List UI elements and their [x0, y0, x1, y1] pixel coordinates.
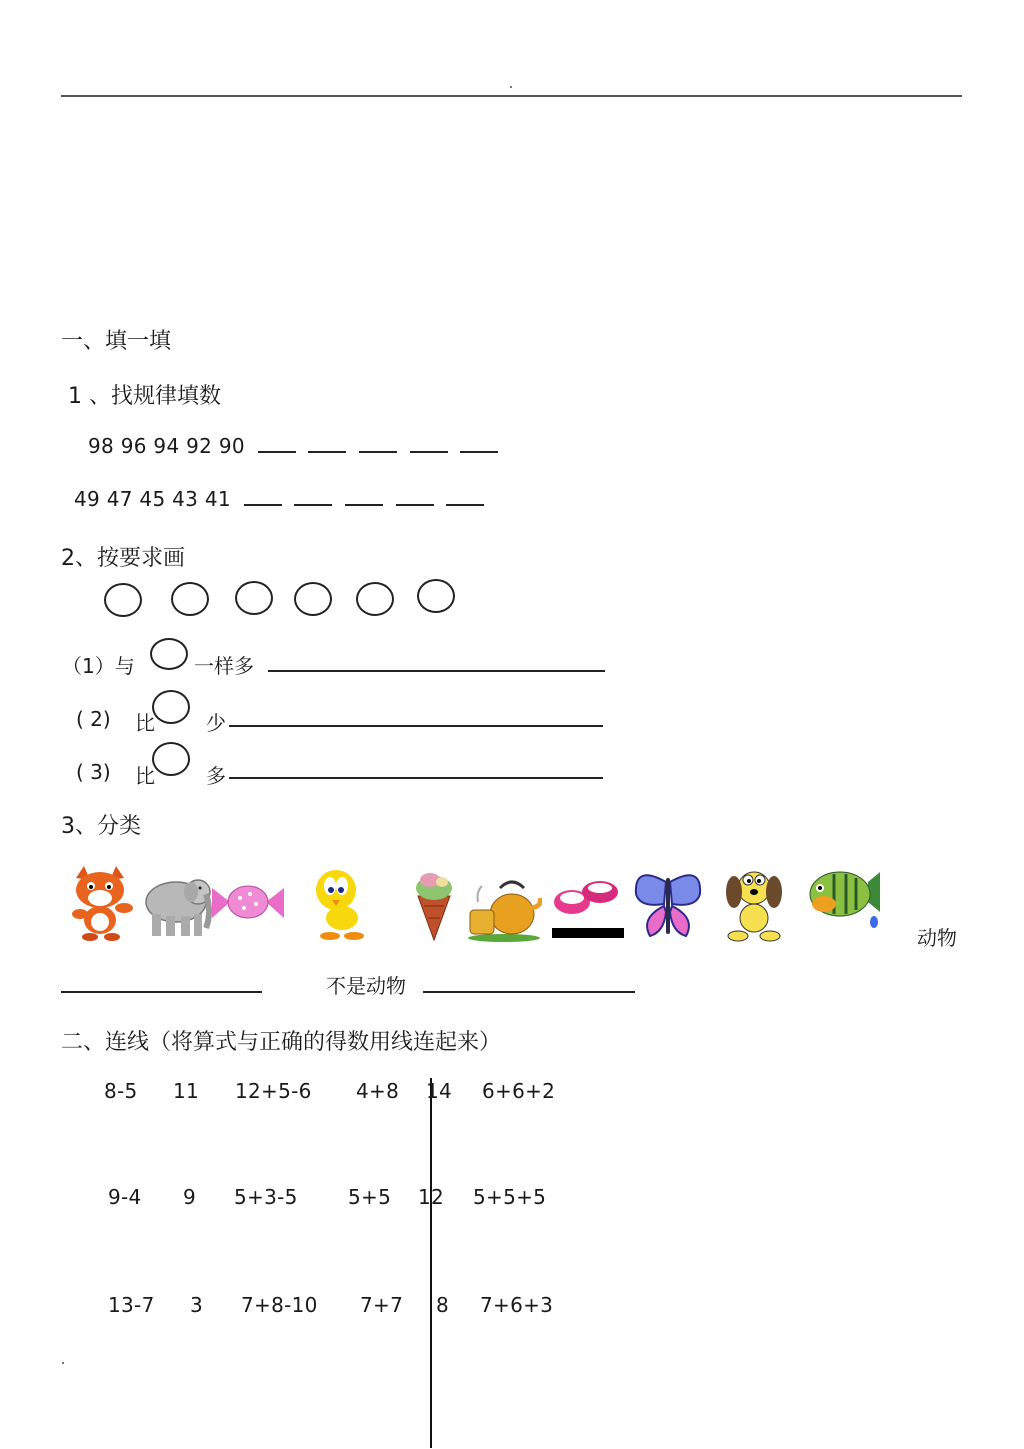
q2-item2-suffix: 少: [206, 711, 226, 735]
sequence-2-numbers: 49 47 45 43 41: [74, 487, 231, 511]
circle-shape: [235, 581, 273, 615]
answer-blank[interactable]: [446, 486, 484, 506]
answer-line[interactable]: [268, 670, 605, 672]
answer-blank[interactable]: [308, 433, 346, 453]
bird-icon: [300, 862, 376, 942]
q2-item2-prefix: ( 2): [76, 707, 111, 731]
answer-blank[interactable]: [460, 433, 498, 453]
expression[interactable]: 7+6+3: [480, 1293, 554, 1317]
expression[interactable]: 13-7: [108, 1293, 155, 1317]
answer-line[interactable]: [229, 725, 603, 727]
elephant-icon: [136, 862, 212, 942]
non-animal-label: 不是动物: [326, 974, 406, 998]
butterfly-icon: [630, 862, 706, 942]
expression[interactable]: 7+8-10: [241, 1293, 318, 1317]
circle-shape: [150, 638, 188, 670]
answer-blank[interactable]: [294, 486, 332, 506]
circle-shape: [104, 583, 142, 617]
expression[interactable]: 5+3-5: [234, 1185, 298, 1209]
expression[interactable]: 5+5+5: [473, 1185, 547, 1209]
header-rule: [61, 95, 962, 97]
expression[interactable]: 12+5-6: [235, 1079, 312, 1103]
answer-line[interactable]: [229, 777, 603, 779]
answer-number[interactable]: 9: [183, 1185, 197, 1209]
answer-blank[interactable]: [345, 486, 383, 506]
ice-cream-icon: [396, 862, 472, 942]
sequence-row-1: [88, 433, 498, 458]
animal-label: 动物: [917, 926, 957, 950]
sequence-row-2: [74, 486, 484, 511]
expression[interactable]: 4+8: [356, 1079, 400, 1103]
dog-icon: [716, 862, 792, 942]
answer-blank[interactable]: [359, 433, 397, 453]
expression[interactable]: 8-5: [104, 1079, 138, 1103]
answer-number[interactable]: 8: [436, 1293, 450, 1317]
non-animal-answer-line[interactable]: [423, 991, 635, 993]
fish-icon: [804, 862, 880, 942]
answer-number[interactable]: 11: [173, 1079, 200, 1103]
sequence-1-numbers: 98 96 94 92 90: [88, 434, 245, 458]
q2-title: 2、按要求画: [61, 546, 185, 571]
divider-line: [430, 1078, 432, 1448]
answer-number[interactable]: 14: [426, 1079, 453, 1103]
expression[interactable]: 5+5: [348, 1185, 392, 1209]
answer-number[interactable]: 3: [190, 1293, 204, 1317]
circle-shape: [152, 742, 190, 776]
slippers-icon: [550, 862, 626, 942]
expression[interactable]: 9-4: [108, 1185, 142, 1209]
page-dot-bottom: [62, 1362, 64, 1364]
answer-blank[interactable]: [410, 433, 448, 453]
section2-title: 二、连线（将算式与正确的得数用线连起来）: [61, 1030, 502, 1055]
q1-title: 1 、找规律填数: [68, 384, 221, 409]
q2-item1-suffix: 一样多: [194, 654, 254, 678]
circle-shape: [417, 579, 455, 613]
q2-item1-prefix: （1）与: [62, 654, 135, 678]
candy-icon: [210, 862, 286, 942]
answer-number[interactable]: 12: [418, 1185, 445, 1209]
page-dot-top: [510, 86, 512, 88]
teapot-icon: [466, 862, 542, 942]
answer-blank[interactable]: [258, 433, 296, 453]
answer-blank[interactable]: [244, 486, 282, 506]
circle-shape: [171, 582, 209, 616]
circle-shape: [356, 582, 394, 616]
q2-item3-suffix: 多: [206, 764, 226, 788]
q2-item3-prefix: ( 3): [76, 760, 111, 784]
q3-title: 3、分类: [61, 814, 141, 839]
expression[interactable]: 7+7: [360, 1293, 404, 1317]
answer-blank[interactable]: [396, 486, 434, 506]
expression[interactable]: 6+6+2: [482, 1079, 556, 1103]
circle-shape: [152, 690, 190, 724]
circle-shape: [294, 582, 332, 616]
section1-title: 一、填一填: [61, 329, 172, 354]
animal-answer-line[interactable]: [61, 991, 262, 993]
fox-icon: [62, 862, 138, 942]
q2-item3-mid: 比: [135, 764, 155, 788]
q2-item2-mid: 比: [135, 711, 155, 735]
